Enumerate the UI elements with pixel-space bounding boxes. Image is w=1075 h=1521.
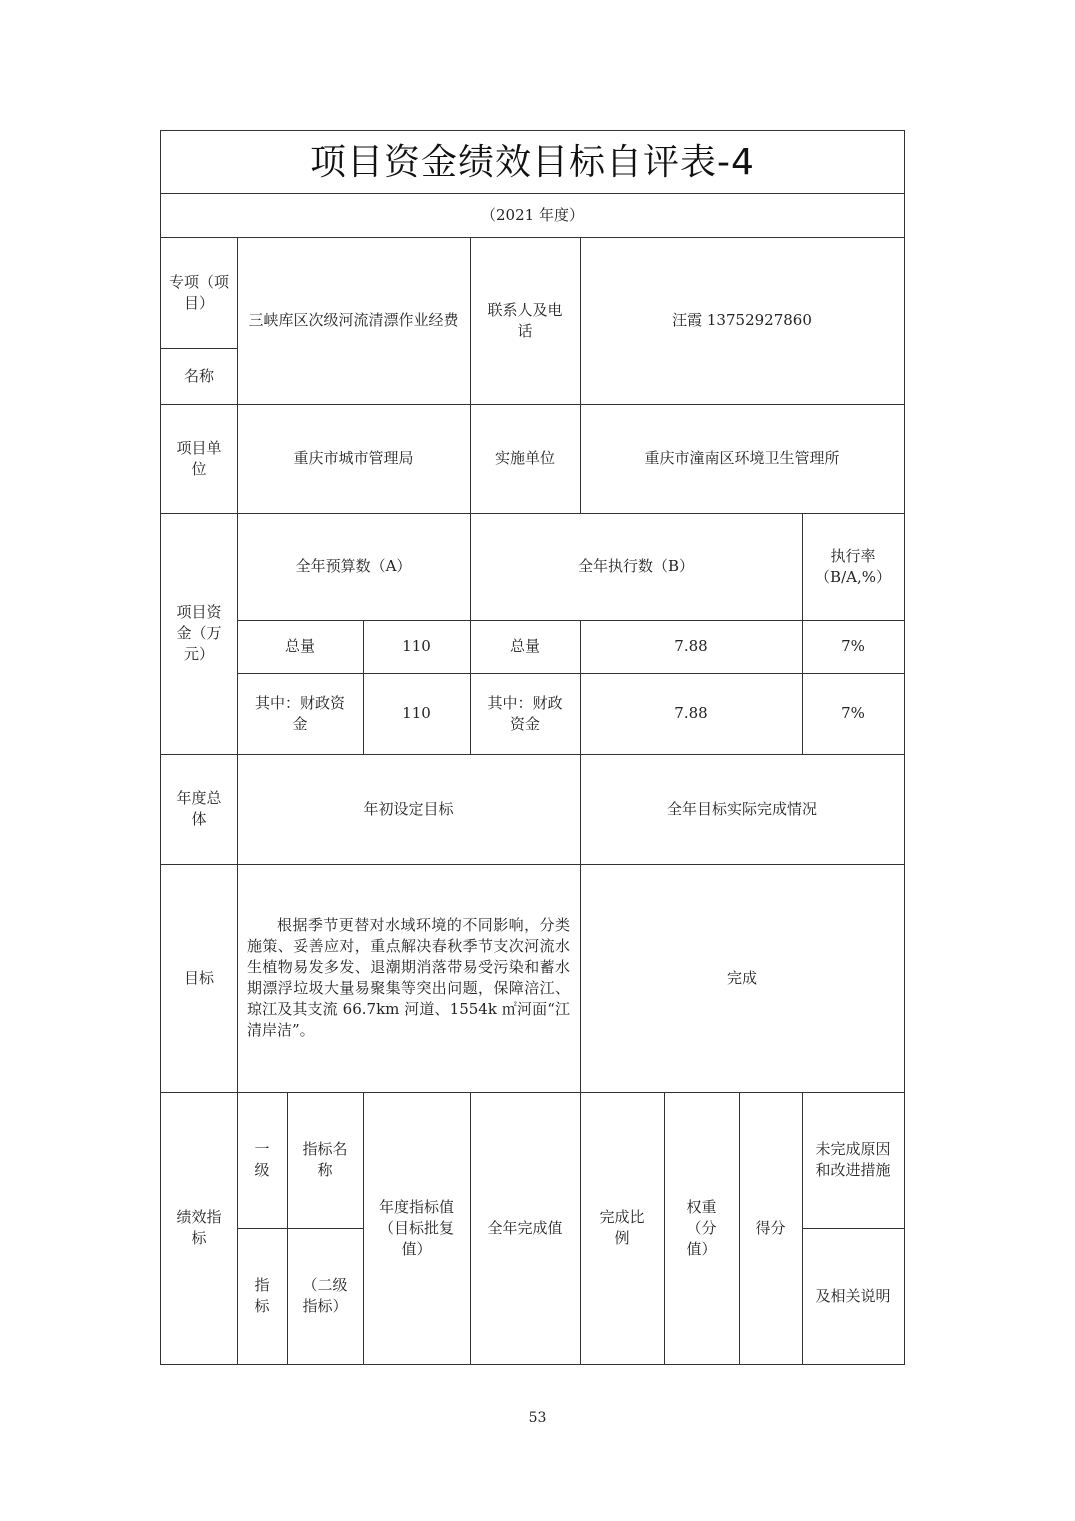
- exec-fiscal: 7.88: [674, 704, 708, 722]
- fiscal-year: （2021 年度）: [481, 205, 584, 224]
- perf-indicator-label: 绩效指标: [176, 1208, 222, 1247]
- budget-fiscal-label: 其中：财政资金: [254, 693, 345, 733]
- contact-label: 联系人及电话: [487, 300, 563, 340]
- budget-total: 110: [402, 637, 431, 655]
- goal-label: 目标: [183, 968, 214, 987]
- exec-rate-header: 执行率（B/A,%）: [815, 546, 891, 586]
- exec-total-label: 总量: [509, 637, 540, 655]
- project-unit-label: 项目单位: [176, 438, 222, 478]
- page-number: 53: [528, 1410, 547, 1426]
- exec-total: 7.88: [674, 637, 708, 655]
- execution-header: 全年执行数（B）: [577, 557, 695, 575]
- annual-overall-label: 年度总体: [176, 789, 222, 828]
- impl-unit-label: 实施单位: [494, 449, 555, 467]
- project-name: 三峡库区次级河流清漂作业经费: [248, 311, 459, 329]
- score-header: 得分: [755, 1218, 786, 1237]
- indicator-name-top: 指标名称: [302, 1140, 348, 1179]
- self-evaluation-table: [160, 130, 905, 1365]
- impl-unit: 重庆市潼南区环境卫生管理所: [644, 449, 840, 467]
- reason-header-top: 未完成原因和改进措施: [815, 1140, 891, 1179]
- annual-target-header: 年度指标值（目标批复值）: [378, 1197, 454, 1258]
- funds-label: 项目资金（万元）: [176, 603, 222, 663]
- goal-text: 根据季节更替对水域环境的不同影响，分类施策、妥善应对，重点解决春秋季节支次河流水生植物易发多发、退潮期消落带易受污染和蓄水期漂浮垃圾大量易聚集等突出问题，保障涪江、琼江及其支流 66.7km 河道、1554k ㎡河面“江清岸洁”。: [247, 916, 570, 1039]
- level1-label-bottom: 指标: [254, 1276, 270, 1315]
- level1-label-top: 一级: [254, 1140, 270, 1179]
- goal-status: 完成: [726, 968, 757, 987]
- page-title: 项目资金绩效目标自评表-4: [310, 141, 755, 183]
- initial-goal-header: 年初设定目标: [363, 799, 454, 818]
- indicator-name-bottom: （二级指标）: [302, 1276, 348, 1315]
- actual-completion-header: 全年目标实际完成情况: [666, 799, 817, 818]
- budget-header: 全年预算数（A）: [295, 557, 412, 575]
- budget-fiscal: 110: [402, 704, 431, 722]
- project-unit: 重庆市城市管理局: [293, 449, 414, 467]
- name-label: 名称: [183, 366, 214, 385]
- weight-header: 权重（分值）: [686, 1197, 717, 1258]
- rate-total: 7%: [841, 637, 865, 655]
- completion-ratio-header: 完成比例: [599, 1208, 645, 1247]
- contact-info: 汪霞 13752927860: [672, 311, 812, 329]
- goal-description: [237, 864, 580, 1092]
- annual-completed-header: 全年完成值: [487, 1218, 563, 1237]
- reason-header-bottom: 及相关说明: [815, 1286, 891, 1305]
- budget-total-label: 总量: [284, 637, 315, 655]
- rate-fiscal: 7%: [841, 704, 865, 722]
- exec-fiscal-label: 其中：财政资金: [487, 693, 563, 733]
- special-item-label: 专项（项目）: [168, 272, 229, 312]
